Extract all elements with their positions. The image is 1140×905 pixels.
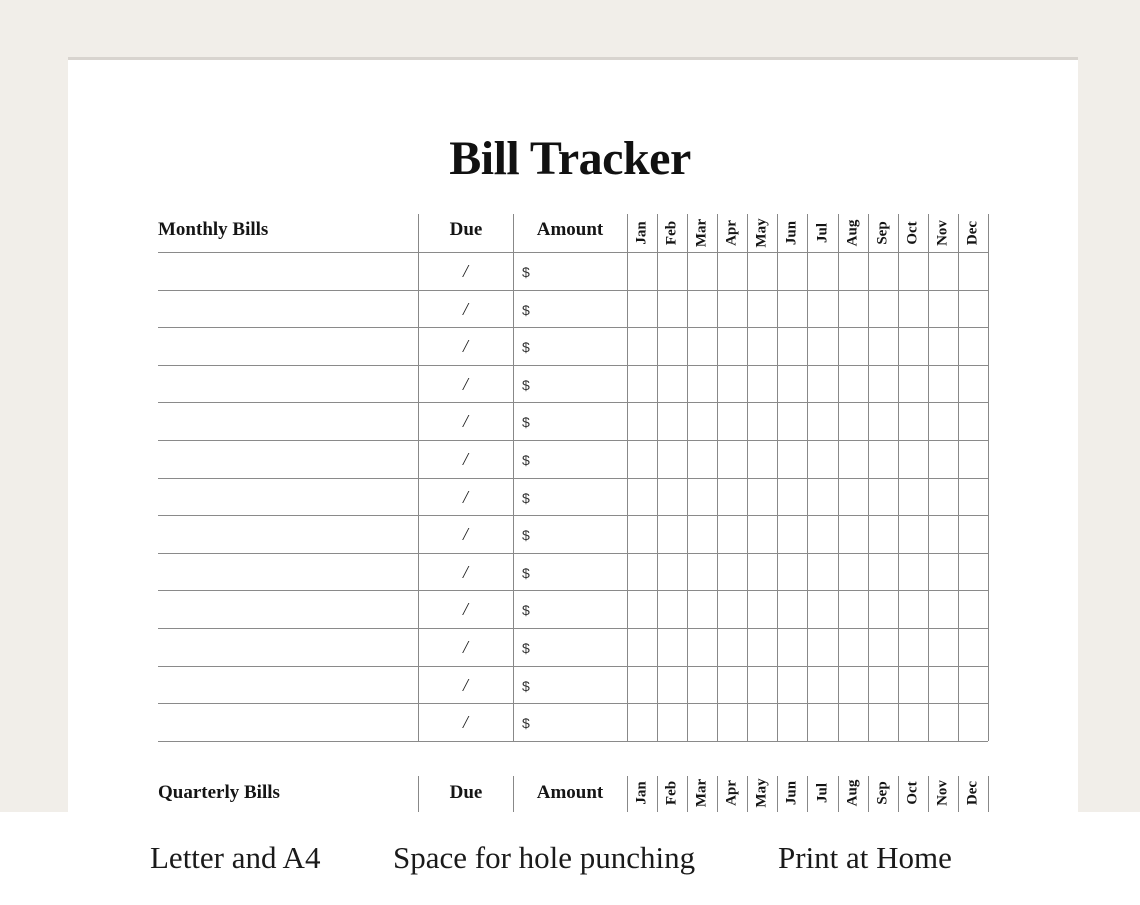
due-date-slash: / [462,599,468,620]
quarterly-month-label: Jul [814,782,830,804]
due-date-slash: / [462,411,468,432]
quarterly-month-divider [868,776,869,812]
monthly-month-nov [928,215,958,251]
quarterly-month-divider [898,776,899,812]
quarterly-month-divider [687,776,688,812]
table-row-line [158,365,988,366]
table-row-line [158,741,988,742]
quarterly-month-label: Jun [783,780,800,806]
quarterly-month-label: Jan [633,781,650,805]
monthly-month-label: Dec [964,220,981,246]
quarterly-month-divider [747,776,748,812]
table-row-line [158,402,988,403]
table-row-line [158,703,988,704]
table-row-line [158,440,988,441]
monthly-month-label: Jun [783,220,800,246]
quarterly-month-sep [868,775,898,811]
page-title: Bill Tracker [449,132,691,185]
quarterly-month-label: Apr [723,780,740,806]
month-column-divider [988,214,989,741]
quarterly-month-label: Dec [964,780,981,806]
monthly-month-jun [777,215,807,251]
quarterly-month-may [747,775,777,811]
quarterly-month-divider [777,776,778,812]
monthly-month-label: Apr [723,220,740,246]
due-date-slash: / [462,637,468,657]
monthly-month-label: Oct [904,221,921,245]
quarterly-due-divider [418,776,419,812]
monthly-month-feb [657,215,687,251]
quarterly-month-label: Feb [663,780,680,806]
quarterly-month-jan [627,775,657,811]
table-row-line [158,515,988,516]
table-row-line [158,327,988,328]
monthly-month-dec [958,215,988,251]
monthly-month-label: Feb [663,220,680,246]
due-date-slash: / [462,261,468,281]
amount-dollar-sign: $ [522,715,530,732]
monthly-month-oct [898,215,928,251]
quarterly-month-label: Oct [904,781,921,805]
monthly-month-may [747,215,777,251]
monthly-amount-header: Amount [536,219,604,240]
quarterly-month-divider [958,776,959,812]
quarterly-month-divider [657,776,658,812]
quarterly-month-feb [657,775,687,811]
amount-dollar-sign: $ [522,339,530,356]
amount-dollar-sign: $ [522,264,530,280]
quarterly-month-oct [898,775,928,811]
due-date-slash: / [462,712,468,733]
due-date-slash: / [462,561,468,582]
quarterly-month-label: Mar [693,778,710,808]
amount-dollar-sign: $ [522,489,530,506]
quarterly-month-label: Nov [934,780,951,806]
quarterly-month-label: Sep [874,781,891,805]
quarterly-due-header: Due [449,782,483,803]
monthly-month-aug [838,215,868,251]
amount-dollar-sign: $ [522,301,530,318]
quarterly-month-dec [958,775,988,811]
due-date-slash: / [462,449,468,469]
quarterly-month-label: Aug [844,779,861,807]
table-row-line [158,252,988,253]
monthly-month-jul [807,215,837,251]
due-date-slash: / [462,373,468,394]
amount-dollar-sign: $ [522,640,530,656]
monthly-month-sep [868,215,898,251]
quarterly-month-divider [838,776,839,812]
due-date-slash: / [462,674,468,695]
quarterly-month-divider [627,776,628,812]
monthly-month-mar [687,215,717,251]
monthly-month-jan [627,215,657,251]
monthly-month-label: Sep [874,221,891,245]
due-date-slash: / [462,524,468,545]
caption-print-at-home: Print at Home [778,840,952,875]
amount-dollar-sign: $ [522,452,530,468]
monthly-month-label: May [753,218,770,248]
caption-hole-punching: Space for hole punching [393,840,696,875]
table-row-line [158,628,988,629]
quarterly-month-jun [777,775,807,811]
monthly-month-label: Jan [633,221,650,245]
monthly-bills-label: Monthly Bills [158,219,269,240]
table-row-line [158,590,988,591]
due-date-slash: / [462,298,468,319]
monthly-month-apr [717,215,747,251]
caption-letter-a4: Letter and A4 [150,840,321,875]
monthly-month-label: Mar [693,218,710,248]
quarterly-month-divider [807,776,808,812]
amount-dollar-sign: $ [522,602,530,619]
quarterly-month-nov [928,775,958,811]
due-date-slash: / [462,336,468,357]
table-row-line [158,666,988,667]
monthly-due-header: Due [449,219,483,240]
quarterly-month-divider [988,776,989,812]
quarterly-month-divider [717,776,718,812]
amount-dollar-sign: $ [522,376,530,393]
amount-dollar-sign: $ [522,677,530,694]
table-row-line [158,478,988,479]
monthly-month-label: Aug [844,219,861,247]
quarterly-amount-header: Amount [536,782,604,803]
table-row-line [158,553,988,554]
due-date-slash: / [462,486,468,507]
amount-dollar-sign: $ [522,564,530,581]
amount-dollar-sign: $ [522,527,530,544]
table-row-line [158,290,988,291]
quarterly-month-jul [807,775,837,811]
monthly-month-label: Jul [814,222,830,244]
quarterly-month-mar [687,775,717,811]
quarterly-month-apr [717,775,747,811]
amount-dollar-sign: $ [522,414,530,431]
quarterly-month-label: May [753,778,770,808]
quarterly-month-aug [838,775,868,811]
quarterly-bills-label: Quarterly Bills [158,782,280,803]
monthly-month-label: Nov [934,220,951,246]
quarterly-month-divider [928,776,929,812]
quarterly-amount-divider [513,776,514,812]
